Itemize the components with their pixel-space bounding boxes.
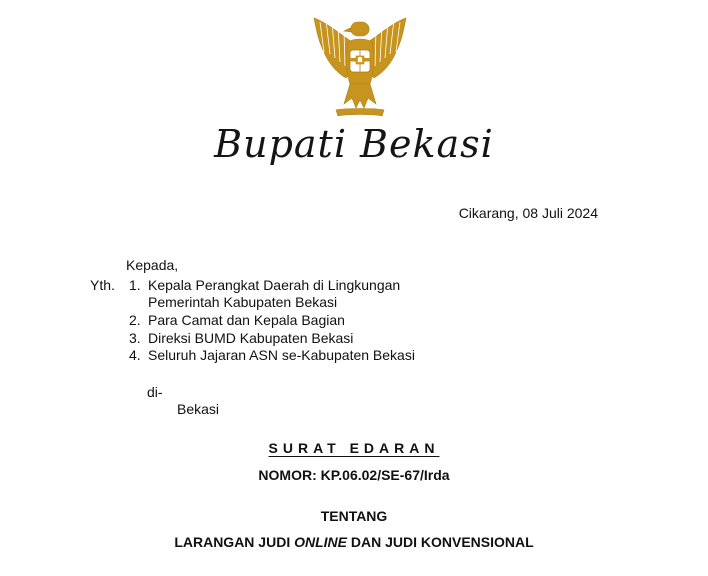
document-number: NOMOR: KP.06.02/SE-67/Irda [258,467,450,483]
place-date: Cikarang, 08 Juli 2024 [458,205,598,221]
recipient-line: Seluruh Jajaran ASN se-Kabupaten Bekasi [148,347,415,363]
document-subject [0,534,708,550]
subject-part-2: DAN JUDI KONVENSIONAL [346,534,534,550]
recipient-number: 2. [129,312,141,328]
letterhead-title: Bupati Bekasi [214,122,494,166]
recipient-line: Pemerintah Kabupaten Bekasi [148,294,338,310]
subject-part-1: LARANGAN JUDI [174,534,295,550]
yth-label: Yth. [90,277,115,293]
recipient-number: 1. [129,277,141,293]
recipient-line: Para Camat dan Kepala Bagian [148,312,345,328]
recipient-line: Kepala Perangkat Daerah di Lingkungan [148,277,401,293]
recipient-line: Direksi BUMD Kabupaten Bekasi [148,330,354,346]
emblem-graphic [300,12,420,124]
garuda-pancasila-emblem-icon [300,12,420,124]
recipient-number: 4. [129,347,141,363]
document-type-heading [0,440,708,456]
location: Bekasi [177,401,220,417]
subject-emphasis: ONLINE [294,534,347,550]
to-label: Kepada, [126,257,179,273]
about-label: TENTANG [320,508,388,524]
di-label: di- [147,384,163,400]
recipient-number: 3. [129,330,141,346]
surat-edaran-label: SURAT EDARAN [268,440,440,456]
